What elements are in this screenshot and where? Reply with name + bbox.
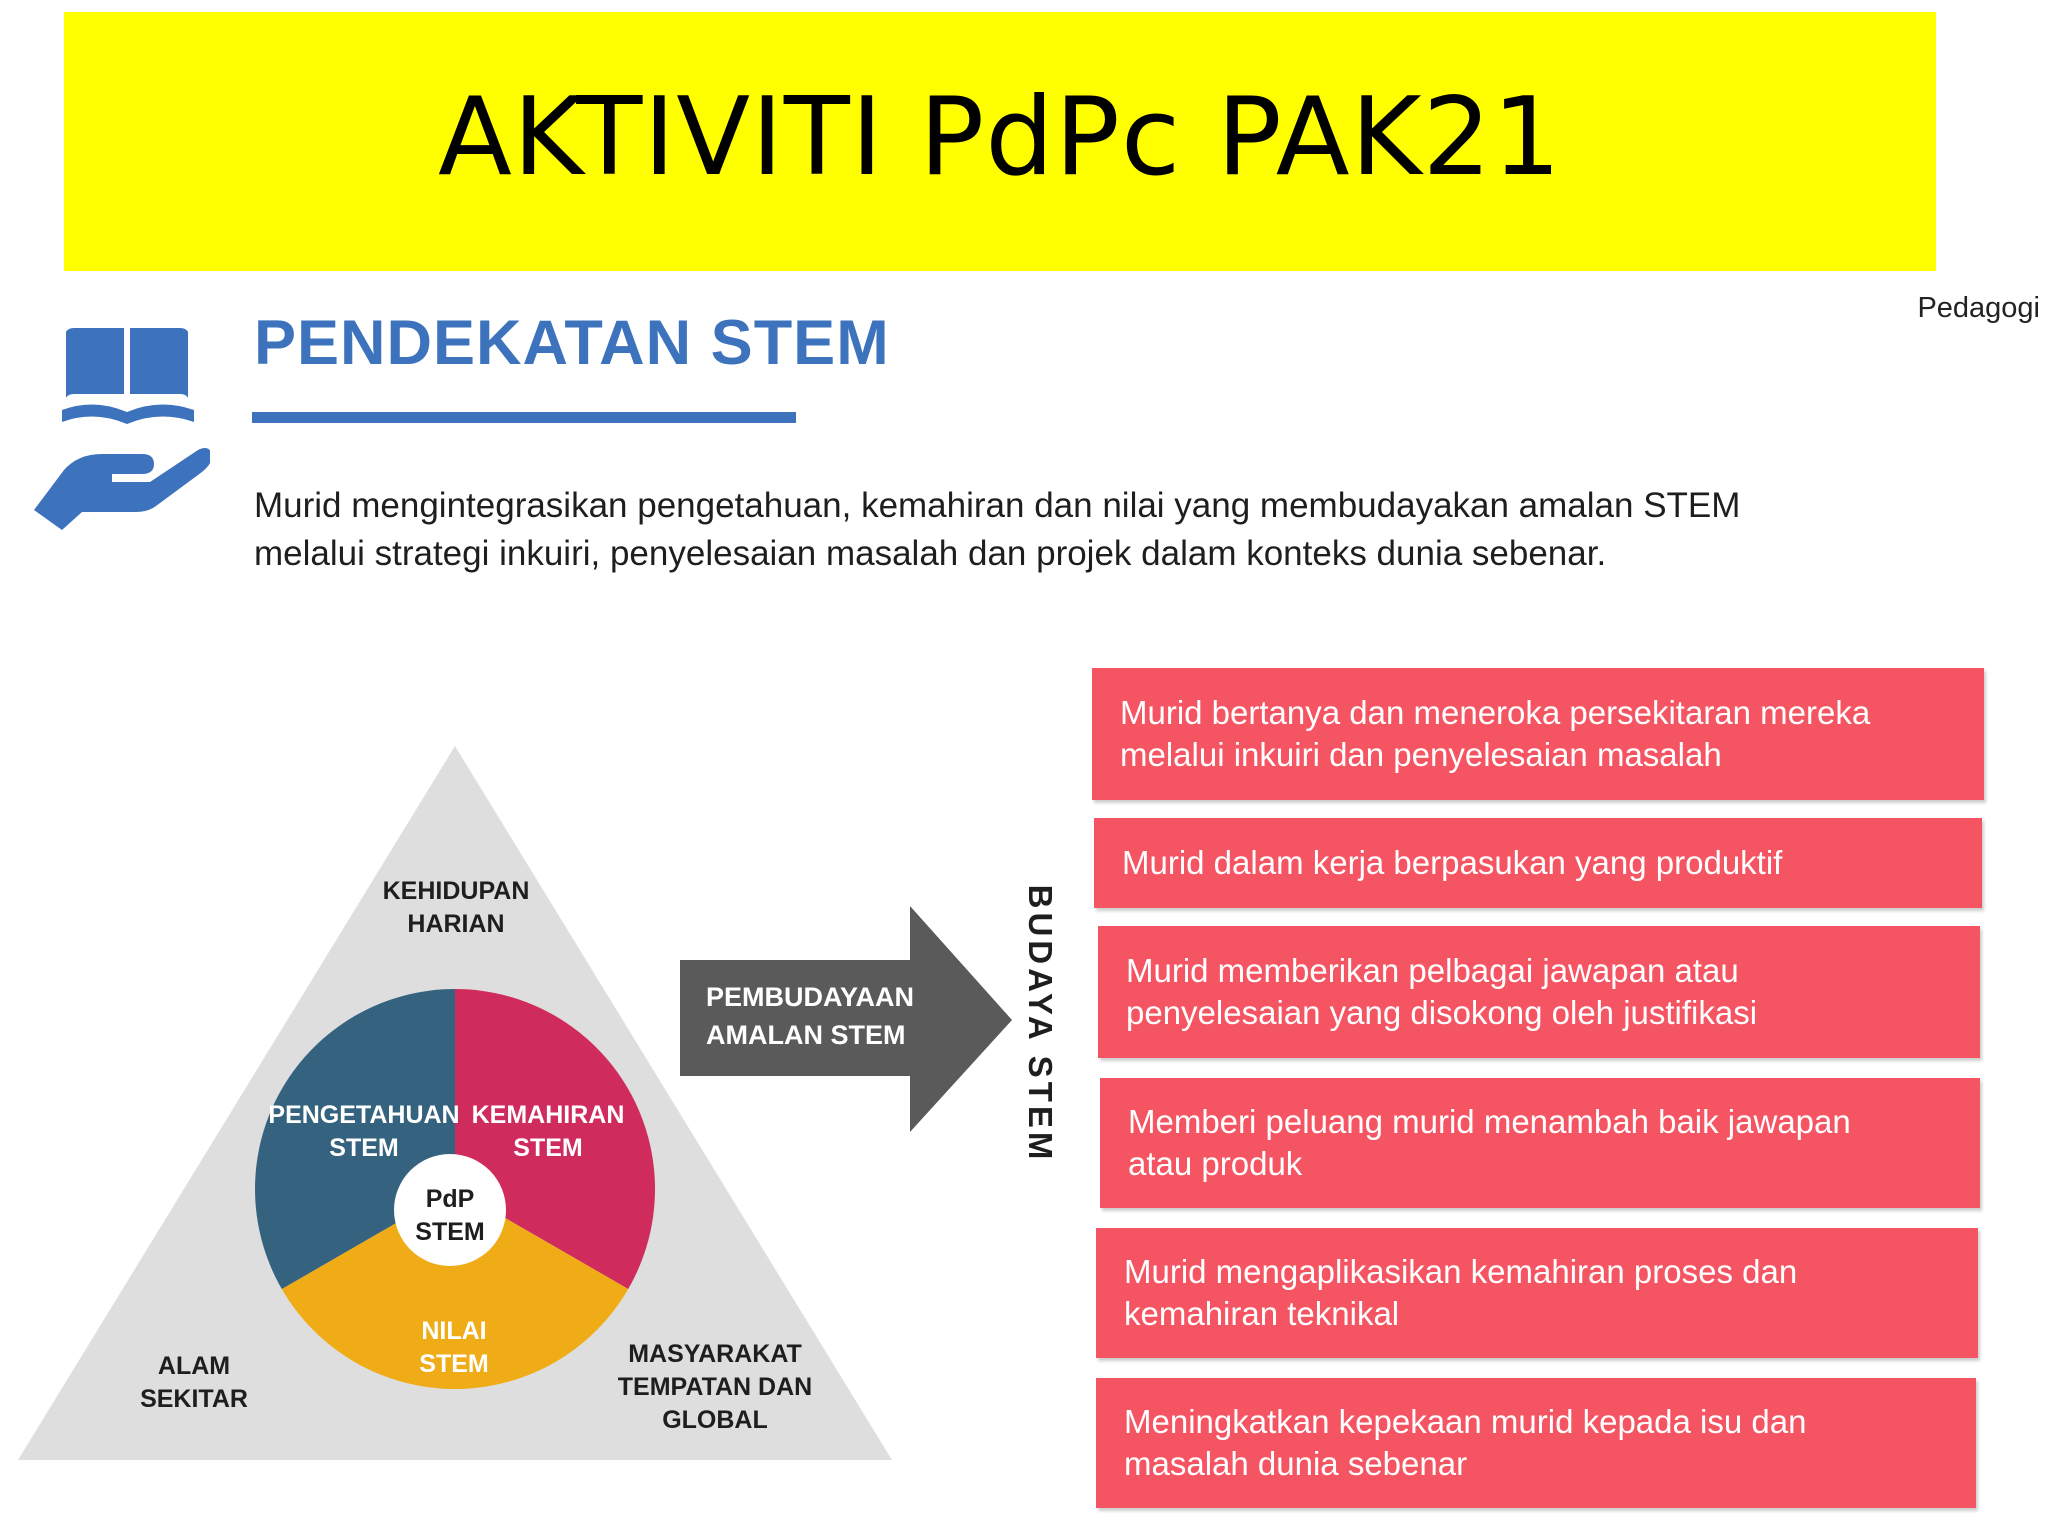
outcome-box: Memberi peluang murid menambah baik jawapan atau produk: [1100, 1078, 1980, 1208]
intro-text: [254, 482, 1974, 578]
corner-label: Pedagogi: [1917, 292, 2040, 324]
outcome-box: Meningkatkan kepekaan murid kepada isu dan masalah dunia sebenar: [1096, 1378, 1976, 1508]
label-nilai-stem: NILAI STEM: [419, 1317, 489, 1378]
outcome-box: Murid mengaplikasikan kemahiran proses dan kemahiran teknikal: [1096, 1228, 1978, 1358]
label-kemahiran-stem: KEMAHIRAN STEM: [471, 1101, 625, 1162]
book-hand-icon: [30, 324, 210, 530]
arrow-label: PEMBUDAYAAN AMALAN STEM: [706, 982, 915, 1050]
intro-line: melalui strategi inkuiri, penyelesaian masalah dan projek dalam konteks dunia sebenar.: [254, 534, 1607, 573]
label-masyarakat: MASYARAKAT TEMPATAN DAN GLOBAL: [617, 1340, 813, 1434]
outcome-box: Murid memberikan pelbagai jawapan atau penyelesaian yang disokong oleh justifikasi: [1098, 926, 1980, 1058]
label-pdp-stem: PdP STEM: [415, 1185, 485, 1246]
outcome-box: Murid bertanya dan meneroka persekitaran mereka melalui inkuiri dan penyelesaian masalah: [1092, 668, 1984, 800]
label-alam-sekitar: ALAM SEKITAR: [140, 1352, 248, 1413]
label-kehidupan-harian: KEHIDUPAN HARIAN: [382, 877, 530, 938]
title-banner: [64, 12, 1936, 271]
section-title: PENDEKATAN STEM: [254, 308, 890, 378]
slide-title: AKTIVITI PdPc PAK21: [438, 75, 1562, 200]
label-pengetahuan-stem: PENGETAHUAN STEM: [268, 1101, 460, 1162]
intro-line: Murid mengintegrasikan pengetahuan, kemahiran dan nilai yang membudayakan amalan STEM: [254, 486, 1741, 525]
title-underline: [252, 412, 796, 423]
outcome-box: Murid dalam kerja berpasukan yang produktif: [1094, 818, 1982, 908]
budaya-stem-label: BUDAYA STEM: [1022, 884, 1059, 1164]
